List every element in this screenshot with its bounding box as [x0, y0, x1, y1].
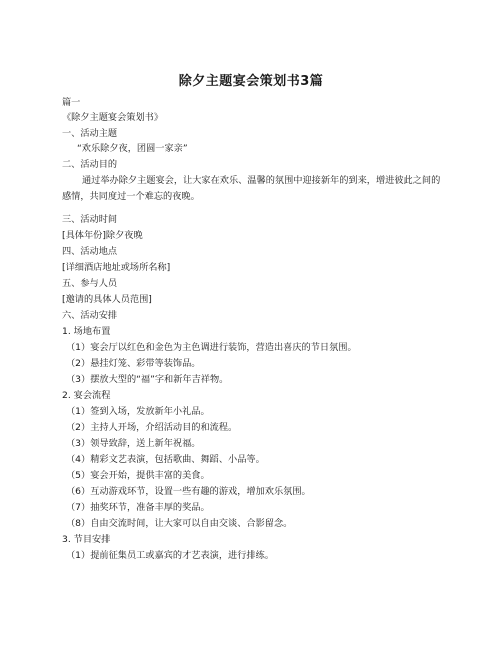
flow-item-8: （8）自由交流时间，让大家可以自由交谈、合影留念。 [66, 518, 293, 529]
heading-participants: 五、参与人员 [62, 278, 118, 289]
section-label: 篇一 [62, 97, 81, 108]
flow-item-1: （1）签到入场，发放新年小礼品。 [66, 406, 210, 417]
time-text: [具体年份]除夕夜晚 [62, 230, 143, 241]
flow-item-3: （3）领导致辞，送上新年祝福。 [66, 438, 201, 449]
heading-schedule: 六、活动安排 [62, 310, 118, 321]
subheading-program: 3. 节目安排 [62, 534, 111, 545]
flow-item-2: （2）主持人开场，介绍活动目的和流程。 [66, 422, 238, 433]
heading-time: 三、活动时间 [62, 214, 118, 225]
purpose-paragraph: 通过举办除夕主题宴会，让大家在欢乐、温馨的氛围中迎接新年的到来，增进彼此之间的感情，共同度过一个难忘的夜晚。 [62, 175, 441, 202]
flow-item-7: （7）抽奖环节，准备丰厚的奖品。 [66, 502, 210, 513]
heading-theme: 一、活动主题 [62, 128, 118, 139]
flow-item-4: （4）精彩文艺表演，包括歌曲、舞蹈、小品等。 [66, 454, 265, 465]
venue-item-3: （3）摆放大型的“福”字和新年吉祥物。 [66, 374, 229, 385]
heading-location: 四、活动地点 [62, 246, 118, 257]
document-title: 除夕主题宴会策划书3篇 [178, 74, 324, 89]
theme-text: “欢乐除夕夜，团圆一家亲” [77, 143, 188, 154]
document-subtitle: 《除夕主题宴会策划书》 [62, 112, 164, 123]
subheading-flow: 2. 宴会流程 [62, 390, 111, 401]
participants-text: [邀请的具体人员范围] [62, 294, 152, 305]
flow-item-6: （6）互动游戏环节，设置一些有趣的游戏，增加欢乐氛围。 [66, 486, 311, 497]
venue-item-2: （2）悬挂灯笼、彩带等装饰品。 [66, 358, 201, 369]
subheading-venue: 1. 场地布置 [62, 326, 111, 337]
venue-item-1: （1）宴会厅以红色和金色为主色调进行装饰，营造出喜庆的节日氛围。 [66, 342, 357, 353]
flow-item-5: （5）宴会开始，提供丰富的美食。 [66, 470, 210, 481]
location-text: [详细酒店地址或场所名称] [62, 262, 171, 273]
heading-purpose: 二、活动目的 [62, 159, 118, 170]
program-item-1: （1）提前征集员工或嘉宾的才艺表演，进行排练。 [66, 550, 274, 561]
